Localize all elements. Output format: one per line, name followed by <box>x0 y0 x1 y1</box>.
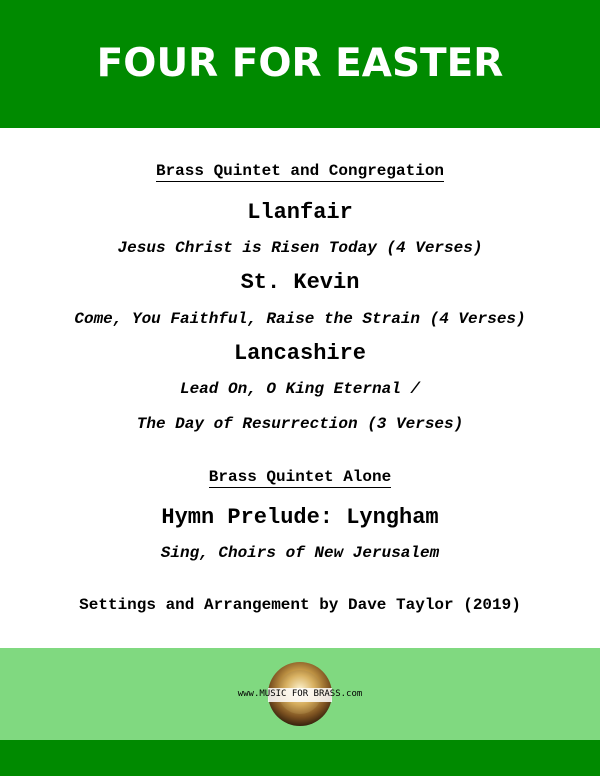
page-title: FOUR FOR EASTER <box>96 40 504 86</box>
footer-url[interactable]: www.MUSIC FOR BRASS.com <box>237 689 363 699</box>
hymn-subtitle-lancashire-line1: Lead On, O King Eternal / <box>179 380 421 398</box>
section-heading-congregation-text: Brass Quintet and Congregation <box>155 162 445 180</box>
hymn-subtitle-lancashire-line2: The Day of Resurrection (3 Verses) <box>136 415 464 433</box>
hymn-subtitle-lyngham: Sing, Choirs of New Jerusalem <box>160 544 440 562</box>
hymn-title-lyngham: Hymn Prelude: Lyngham <box>161 505 439 530</box>
hymn-title-lancashire: Lancashire <box>233 341 367 366</box>
hymn-subtitle-llanfair: Jesus Christ is Risen Today (4 Verses) <box>117 239 483 257</box>
header-banner <box>0 0 600 128</box>
arrangement-credit: Settings and Arrangement by Dave Taylor (2019) <box>79 596 521 614</box>
content-area <box>0 128 600 648</box>
hymn-subtitle-st-kevin: Come, You Faithful, Raise the Strain (4 Verses) <box>74 310 526 328</box>
footer-band <box>0 648 600 740</box>
hymn-title-llanfair: Llanfair <box>247 200 353 225</box>
hymn-title-st-kevin: St. Kevin <box>240 270 360 295</box>
section-heading-congregation <box>0 162 600 180</box>
footer-bottom-bar <box>0 740 600 776</box>
section-heading-alone-text: Brass Quintet Alone <box>208 468 392 486</box>
section-heading-alone <box>0 468 600 486</box>
